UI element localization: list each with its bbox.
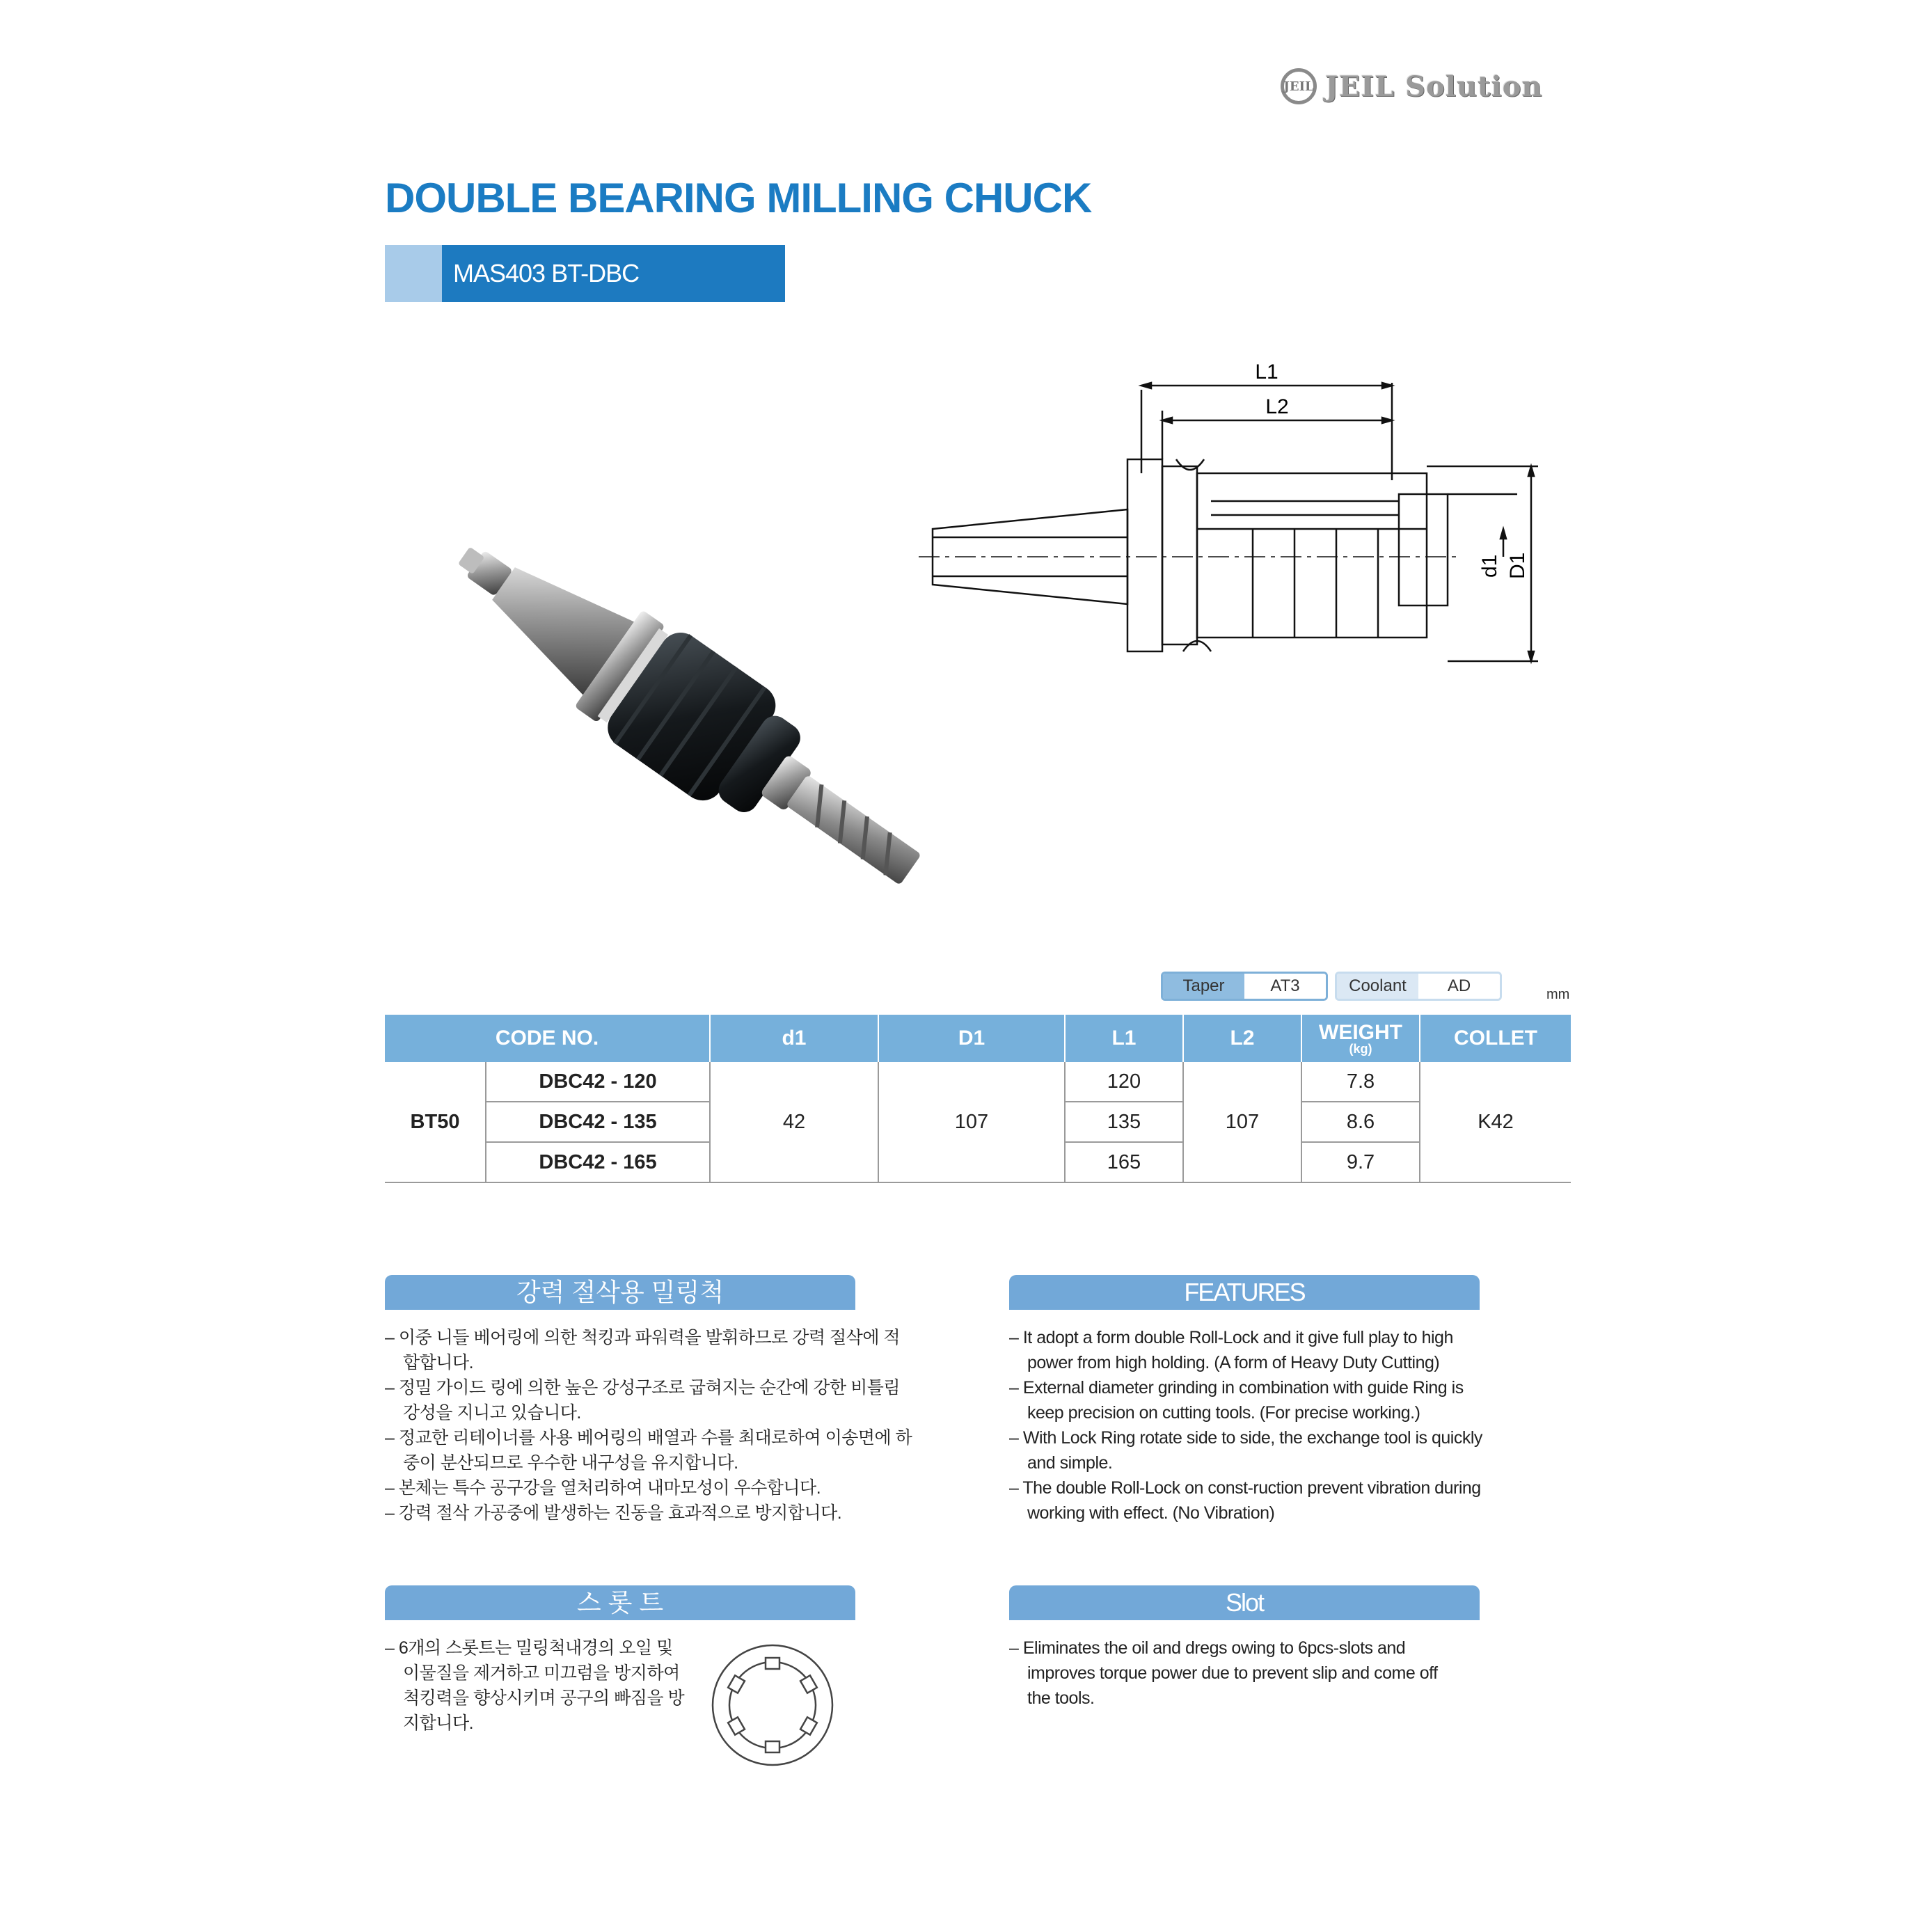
section-header-slot: Slot bbox=[1009, 1585, 1480, 1620]
model-banner-accent bbox=[385, 245, 442, 302]
list-item: – 이중 니들 베어링에 의한 척킹과 파워력을 발휘하므로 강력 절삭에 적합합니다. bbox=[385, 1325, 914, 1375]
header-collet: COLLET bbox=[1420, 1015, 1571, 1062]
slot bbox=[728, 1717, 745, 1734]
dim-label-l2: L2 bbox=[1265, 395, 1289, 418]
L1-cell: 120 bbox=[1065, 1062, 1183, 1102]
taper-value: AT3 bbox=[1244, 974, 1326, 999]
technical-drawing bbox=[919, 355, 1545, 703]
logo-emblem-icon: JEIL bbox=[1281, 68, 1317, 104]
weight-cell: 8.6 bbox=[1301, 1102, 1420, 1142]
section-header-ko-features: 강력 절삭용 밀링척 bbox=[385, 1275, 855, 1310]
list-item: – 본체는 특수 공구강을 열처리하여 내마모성이 우수합니다. bbox=[385, 1475, 914, 1501]
slot bbox=[728, 1675, 745, 1693]
coolant-tag bbox=[1335, 972, 1502, 1001]
L1-cell: 135 bbox=[1065, 1102, 1183, 1142]
unit-label: mm bbox=[1546, 987, 1570, 1002]
collet-cell: K42 bbox=[1420, 1062, 1571, 1182]
table-row bbox=[385, 1062, 1571, 1102]
slot bbox=[800, 1675, 817, 1693]
code-cell: DBC42 - 135 bbox=[486, 1102, 710, 1142]
ko-features-list bbox=[385, 1325, 914, 1526]
coolant-value: AD bbox=[1418, 974, 1500, 999]
code-cell: DBC42 - 120 bbox=[486, 1062, 710, 1102]
list-item: – 강력 절삭 가공중에 발생하는 진동을 효과적으로 방지합니다. bbox=[385, 1501, 914, 1526]
slot bbox=[766, 1658, 779, 1669]
L1-cell: 165 bbox=[1065, 1142, 1183, 1182]
header-L2: L2 bbox=[1183, 1015, 1301, 1062]
list-item: – It adopt a form double Roll-Lock and it give full play to high power from high holding. (A form of Heavy Duty Cutting) bbox=[1009, 1325, 1496, 1375]
slot-list bbox=[1009, 1636, 1455, 1711]
group-cell: BT50 bbox=[385, 1062, 486, 1182]
weight-cell: 9.7 bbox=[1301, 1142, 1420, 1182]
brand-logo bbox=[1281, 64, 1542, 109]
header-d1: d1 bbox=[710, 1015, 878, 1062]
taper-tag bbox=[1161, 972, 1328, 1001]
section-header-ko-slot: 스 롯 트 bbox=[385, 1585, 855, 1620]
list-item: – 정교한 리테이너를 사용 베어링의 배열과 수를 최대로하여 이송면에 하중이 분산되므로 우수한 내구성을 유지합니다. bbox=[385, 1425, 914, 1475]
list-item: – The double Roll-Lock on const-ruction prevent vibration during working with effect. (No Vibration) bbox=[1009, 1475, 1496, 1526]
d1-cell: 42 bbox=[710, 1062, 878, 1182]
dim-label-d1: d1 bbox=[1478, 554, 1501, 578]
end-mill bbox=[786, 775, 921, 885]
header-weight-label: WEIGHT bbox=[1319, 1020, 1402, 1044]
brand-name: JEIL Solution bbox=[1325, 70, 1543, 103]
header-code: CODE NO. bbox=[385, 1015, 710, 1062]
slot-ring-diagram bbox=[710, 1642, 835, 1768]
dim-label-D1: D1 bbox=[1506, 552, 1529, 579]
taper-label: Taper bbox=[1163, 974, 1244, 999]
L2-cell: 107 bbox=[1183, 1062, 1301, 1182]
header-weight-unit: (kg) bbox=[1349, 1041, 1372, 1056]
slot bbox=[766, 1741, 779, 1752]
slot bbox=[800, 1717, 817, 1734]
header-L1: L1 bbox=[1065, 1015, 1183, 1062]
weight-cell: 7.8 bbox=[1301, 1062, 1420, 1102]
model-name: MAS403 BT-DBC bbox=[453, 259, 640, 287]
header-D1: D1 bbox=[878, 1015, 1065, 1062]
spec-table bbox=[385, 1015, 1571, 1183]
features-list bbox=[1009, 1325, 1496, 1526]
section-header-features: FEATURES bbox=[1009, 1275, 1480, 1310]
list-item: – 6개의 스롯트는 밀링척내경의 오일 및 이물질을 제거하고 미끄럼을 방지하여 척킹력을 향상시키며 공구의 빠짐을 방지합니다. bbox=[385, 1636, 691, 1736]
list-item: – Eliminates the oil and dregs owing to 6pcs-slots and improves torque power due to prevent slip and come off the tools. bbox=[1009, 1636, 1455, 1711]
list-item: – With Lock Ring rotate side to side, the exchange tool is quickly and simple. bbox=[1009, 1425, 1496, 1475]
list-item: – External diameter grinding in combination with guide Ring is keep precision on cutting tools. (For precise working.) bbox=[1009, 1375, 1496, 1425]
dim-label-l1: L1 bbox=[1255, 361, 1278, 383]
list-item: – 정밀 가이드 링에 의한 높은 강성구조로 굽혀지는 순간에 강한 비틀림 강성을 지니고 있습니다. bbox=[385, 1375, 914, 1425]
coolant-label: Coolant bbox=[1337, 974, 1418, 999]
page-title: DOUBLE BEARING MILLING CHUCK bbox=[385, 175, 1092, 221]
ko-slot-list bbox=[385, 1636, 691, 1736]
D1-cell: 107 bbox=[878, 1062, 1065, 1182]
header-weight bbox=[1301, 1015, 1420, 1062]
model-banner bbox=[385, 245, 785, 302]
code-cell: DBC42 - 165 bbox=[486, 1142, 710, 1182]
table-header-row bbox=[385, 1015, 1571, 1062]
